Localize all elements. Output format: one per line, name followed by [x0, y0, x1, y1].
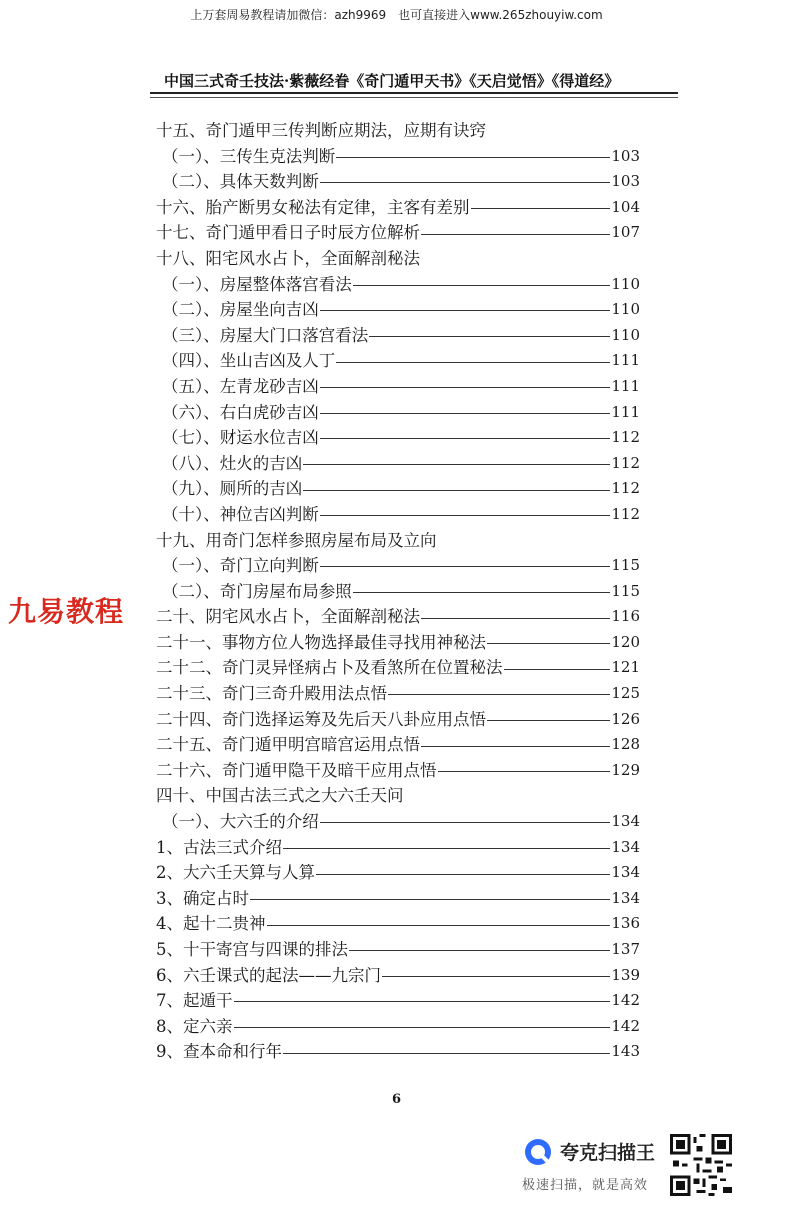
toc-entry-page: 103	[611, 146, 640, 165]
toc-leader-line	[234, 1027, 611, 1028]
toc-entry-title: 9、查本命和行年	[156, 1042, 282, 1062]
toc-entry	[156, 272, 640, 298]
toc-entry-page: 134	[611, 837, 640, 856]
toc-entry-title: 6、六壬课式的起法——九宗门	[156, 965, 381, 985]
toc-entry-page: 136	[611, 914, 640, 933]
toc-entry-page: 137	[611, 940, 640, 958]
toc-entry	[156, 732, 640, 758]
toc-entry-page: 115	[611, 556, 640, 575]
toc-entry	[156, 783, 640, 809]
toc-entry-title: 十八、阳宅风水占卜，全面解剖秘法	[156, 248, 420, 268]
watermark-stamp: 九易教程	[8, 595, 125, 628]
toc-leader-line	[320, 182, 611, 183]
toc-entry	[156, 809, 640, 835]
toc-leader-line	[234, 1001, 611, 1002]
running-header: 中国三式奇壬技法·紫薇经眷《奇门遁甲天书》《天启觉悟》《得道经》	[164, 72, 620, 90]
toc-leader-line	[320, 566, 611, 567]
table-of-contents	[156, 118, 640, 1065]
toc-entry-page: 120	[611, 632, 640, 651]
toc-entry-page: 110	[611, 274, 640, 293]
toc-entry-title: 4、起十二贵神	[156, 914, 266, 934]
toc-entry-page: 116	[611, 607, 640, 626]
toc-entry-page: 142	[611, 1016, 640, 1035]
toc-entry	[156, 118, 640, 144]
qr-code-icon	[670, 1134, 732, 1196]
toc-entry-title: 二十一、事物方位人物选择最佳寻找用神秘法	[156, 632, 486, 652]
toc-entry	[156, 144, 640, 170]
toc-leader-line	[369, 336, 610, 337]
toc-entry-page: 121	[611, 658, 640, 677]
toc-leader-line	[349, 950, 610, 951]
toc-entry	[156, 297, 640, 323]
top-note: 上万套周易教程请加微信：azh9969 也可直接进入www.265zhouyiw.com	[190, 8, 603, 22]
toc-entry	[156, 553, 640, 579]
toc-leader-line	[353, 285, 611, 286]
toc-leader-line	[320, 310, 611, 311]
toc-leader-line	[320, 822, 611, 823]
toc-entry-title: （一）、奇门立向判断	[162, 556, 319, 576]
toc-entry-title: 十七、奇门遁甲看日子时辰方位解析	[156, 223, 420, 243]
toc-leader-line	[303, 490, 610, 491]
toc-entry-page: 142	[611, 991, 640, 1010]
toc-entry-title: 二十四、奇门选择运筹及先后天八卦应用点悟	[156, 709, 486, 729]
toc-leader-line	[438, 771, 611, 772]
toc-entry-title: （八）、灶火的吉凶	[162, 453, 303, 473]
toc-entry	[156, 374, 640, 400]
toc-entry	[156, 988, 640, 1014]
toc-entry	[156, 502, 640, 528]
toc-entry-title: 二十二、奇门灵异怪病占卜及看煞所在位置秘法	[156, 658, 503, 678]
toc-leader-line	[471, 208, 611, 209]
toc-entry-page: 134	[611, 863, 640, 882]
toc-entry	[156, 579, 640, 605]
toc-leader-line	[421, 618, 610, 619]
toc-leader-line	[353, 592, 611, 593]
toc-leader-line	[388, 694, 610, 695]
toc-entry-page: 111	[611, 402, 640, 421]
toc-entry	[156, 937, 640, 963]
toc-entry-page: 128	[611, 735, 640, 754]
quark-logo-icon	[524, 1138, 552, 1166]
toc-entry-page: 103	[611, 172, 640, 191]
toc-entry-page: 111	[611, 351, 640, 370]
toc-entry-title: 二十三、奇门三奇升殿用法点悟	[156, 684, 387, 704]
toc-leader-line	[421, 746, 610, 747]
toc-leader-line	[320, 438, 611, 439]
toc-entry-page: 115	[611, 581, 640, 600]
toc-entry-title: （一）、大六壬的介绍	[162, 812, 319, 832]
toc-entry	[156, 348, 640, 374]
toc-leader-line	[267, 925, 611, 926]
toc-entry	[156, 886, 640, 912]
toc-entry-title: （十）、神位吉凶判断	[162, 504, 319, 524]
toc-entry-title: 2、大六壬天算与人算	[156, 863, 315, 883]
toc-entry-page: 139	[611, 965, 640, 984]
toc-entry-title: 二十、阴宅风水占卜，全面解剖秘法	[156, 607, 420, 627]
toc-entry	[156, 476, 640, 502]
toc-entry	[156, 400, 640, 426]
toc-entry-page: 134	[611, 888, 640, 907]
toc-entry	[156, 246, 640, 272]
toc-entry	[156, 604, 640, 630]
toc-leader-line	[487, 643, 610, 644]
toc-leader-line	[303, 464, 610, 465]
toc-leader-line	[283, 1053, 610, 1054]
toc-entry	[156, 195, 640, 221]
toc-entry-title: （九）、厕所的吉凶	[162, 479, 303, 499]
toc-entry-title: 7、起遁干	[156, 991, 233, 1011]
toc-leader-line	[250, 899, 610, 900]
toc-leader-line	[336, 157, 610, 158]
toc-entry	[156, 528, 640, 554]
toc-leader-line	[487, 720, 610, 721]
toc-entry	[156, 1039, 640, 1065]
toc-entry-page: 104	[611, 197, 640, 216]
toc-entry	[156, 681, 640, 707]
toc-entry-title: （二）、奇门房屋布局参照	[162, 581, 352, 601]
toc-leader-line	[320, 515, 611, 516]
toc-entry	[156, 425, 640, 451]
toc-entry	[156, 323, 640, 349]
toc-entry-title: （五）、左青龙砂吉凶	[162, 376, 319, 396]
toc-entry-page: 134	[611, 812, 640, 831]
toc-entry-page: 112	[611, 428, 640, 447]
toc-entry-page: 112	[611, 479, 640, 498]
toc-entry-page: 143	[611, 1042, 640, 1061]
toc-entry	[156, 220, 640, 246]
toc-entry-page: 110	[611, 300, 640, 319]
toc-entry-title: 十六、胎产断男女秘法有定律，主客有差别	[156, 197, 470, 217]
toc-entry-title: （二）、具体天数判断	[162, 172, 319, 192]
toc-entry-title: （四）、坐山吉凶及人丁	[162, 351, 336, 371]
toc-leader-line	[320, 413, 611, 414]
toc-entry-page: 129	[611, 760, 640, 779]
toc-leader-line	[421, 234, 610, 235]
toc-leader-line	[382, 976, 610, 977]
toc-leader-line	[336, 362, 610, 363]
toc-entry-title: （一）、三传生克法判断	[162, 146, 336, 166]
toc-leader-line	[316, 874, 610, 875]
toc-entry-title: （三）、房屋大门口落宫看法	[162, 325, 369, 345]
toc-entry-page: 107	[611, 223, 640, 242]
toc-entry-page: 126	[611, 709, 640, 728]
toc-entry-title: （六）、右白虎砂吉凶	[162, 402, 319, 422]
toc-entry	[156, 169, 640, 195]
toc-entry-title: 十九、用奇门怎样参照房屋布局及立向	[156, 530, 437, 550]
toc-entry-title: 二十六、奇门遁甲隐干及暗干应用点悟	[156, 760, 437, 780]
toc-entry-title: 5、十干寄宫与四课的排法	[156, 940, 348, 959]
toc-entry	[156, 707, 640, 733]
toc-entry-title: （七）、财运水位吉凶	[162, 428, 319, 448]
page-number: 6	[391, 1092, 402, 1107]
toc-entry-title: 8、定六亲	[156, 1016, 233, 1036]
toc-entry	[156, 911, 640, 937]
toc-entry-page: 111	[611, 376, 640, 395]
toc-entry-title: 1、古法三式介绍	[156, 837, 282, 857]
toc-entry-page: 112	[611, 504, 640, 523]
toc-entry-page: 110	[611, 325, 640, 344]
toc-entry-page: 125	[611, 684, 640, 703]
scanner-brand: 夸克扫描王	[560, 1142, 656, 1164]
toc-entry	[156, 655, 640, 681]
toc-entry	[156, 1014, 640, 1040]
scanner-badge	[520, 1134, 750, 1198]
toc-entry-title: 3、确定占时	[156, 888, 249, 908]
toc-leader-line	[320, 387, 611, 388]
toc-entry-title: 二十五、奇门遁甲明宫暗宫运用点悟	[156, 735, 420, 755]
toc-entry	[156, 451, 640, 477]
toc-entry-title: （二）、房屋坐向吉凶	[162, 300, 319, 320]
toc-entry	[156, 758, 640, 784]
toc-entry-title: 四十、中国古法三式之大六壬天问	[156, 786, 404, 806]
toc-entry	[156, 963, 640, 989]
toc-entry	[156, 630, 640, 656]
scanner-slogan: 极速扫描，就是高效	[522, 1178, 649, 1193]
toc-entry	[156, 835, 640, 861]
toc-leader-line	[283, 848, 610, 849]
toc-entry-page: 112	[611, 453, 640, 472]
toc-entry-title: （一）、房屋整体落宫看法	[162, 274, 352, 294]
header-rule	[150, 92, 678, 98]
toc-leader-line	[504, 669, 611, 670]
toc-entry-title: 十五、奇门遁甲三传判断应期法，应期有诀窍	[156, 121, 486, 140]
toc-entry	[156, 860, 640, 886]
